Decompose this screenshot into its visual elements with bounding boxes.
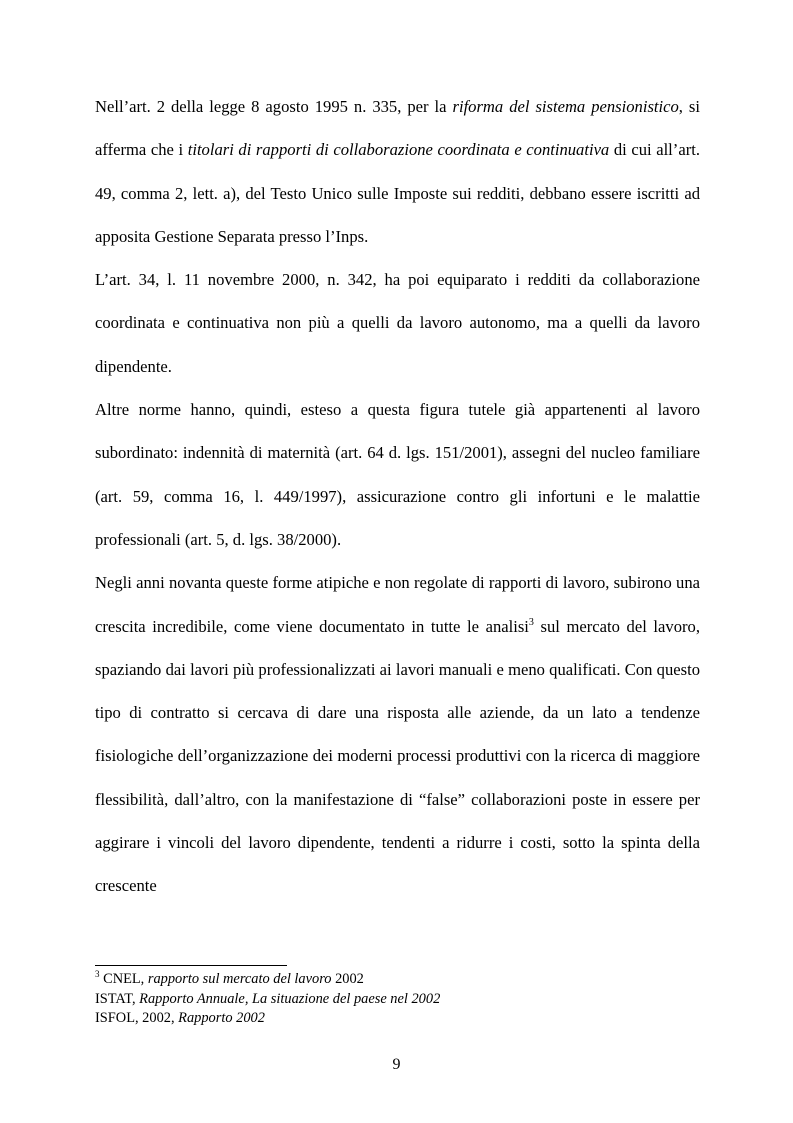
footnote-2-italic: Rapporto Annuale, La situazione del paese nel 2002 xyxy=(139,990,441,1007)
footnote-line-1 xyxy=(95,970,700,990)
paragraph-1 xyxy=(95,85,700,258)
paragraph-1-italic-b: titolari di rapporti di collaborazione coordinata e continuativa xyxy=(187,140,610,160)
footnote-1-italic: rapporto sul mercato del lavoro xyxy=(147,971,332,987)
paragraph-3: Altre norme hanno, quindi, esteso a questa figura tutele già appartenenti al lavoro subordinato: indennità di maternità (art. 64 d. lgs. 151/2001), assegni del nucleo familiare (art. 59, comma 16, l. 449/1997), assicurazione contro gli infortuni e le malattie professionali (art. 5, d. lgs. 38/2000). xyxy=(95,400,700,549)
paragraph-2: L’art. 34, l. 11 novembre 2000, n. 342, ha poi equiparato i redditi da collaborazione coordinata e continuativa non più a quelli da lavoro autonomo, ma a quelli da lavoro dipendente. xyxy=(95,270,700,376)
footnote-line-2 xyxy=(95,990,700,1010)
footnote-3-text: ISFOL, 2002, xyxy=(95,1010,179,1026)
paragraph-1-text-a: Nell’art. 2 della legge 8 agosto 1995 n. 335, per la xyxy=(95,97,453,116)
footnote-1-text-a: CNEL, xyxy=(99,971,148,987)
paragraph-1-text-b: , si afferma che i xyxy=(95,97,700,160)
paragraph-4 xyxy=(95,561,700,907)
paragraph-4-text-b: sul mercato del lavoro, spaziando dai lavori più professionalizzati ai lavori manuali e meno qualificati. Con questo tipo di contratto si cercava di dare una risposta alle aziende, da un lato a tendenze fisiologiche dell’organizzazione dei moderni processi produttivi con la ricerca di maggiore flessibilità, dall’altro, con la manifestazione di “false” collaborazioni poste in essere per aggirare i vincoli del lavoro dipendente, tendenti a ridurre i costi, sotto la spinta della crescente xyxy=(95,616,700,896)
page-number: 9 xyxy=(392,1056,401,1073)
footnotes xyxy=(95,970,700,1029)
paragraph-1-italic-a: riforma del sistema pensionistico xyxy=(452,97,679,116)
footnote-3-italic: Rapporto 2002 xyxy=(178,1010,265,1026)
footnote-reference-3[interactable]: 3 xyxy=(528,616,534,628)
paragraph-1-text-c: di cui all’art. 49, comma 2, lett. a), del Testo Unico sulle Imposte sui redditi, debbano essere iscritti ad apposita Gestione Separata presso l’Inps. xyxy=(95,140,700,246)
paragraph-4-text-a: Negli anni novanta queste forme atipiche e non regolate di rapporti di lavoro, subirono una crescita incredibile, come viene documentato in tutte le analisi xyxy=(95,573,700,636)
footnote-line-3 xyxy=(95,1009,700,1029)
footnote-number: 3 xyxy=(95,969,100,979)
footnote-2-text: ISTAT, xyxy=(95,990,140,1007)
body-text xyxy=(95,85,700,908)
footnote-separator xyxy=(95,965,287,966)
footnote-1-text-b: 2002 xyxy=(331,971,364,987)
